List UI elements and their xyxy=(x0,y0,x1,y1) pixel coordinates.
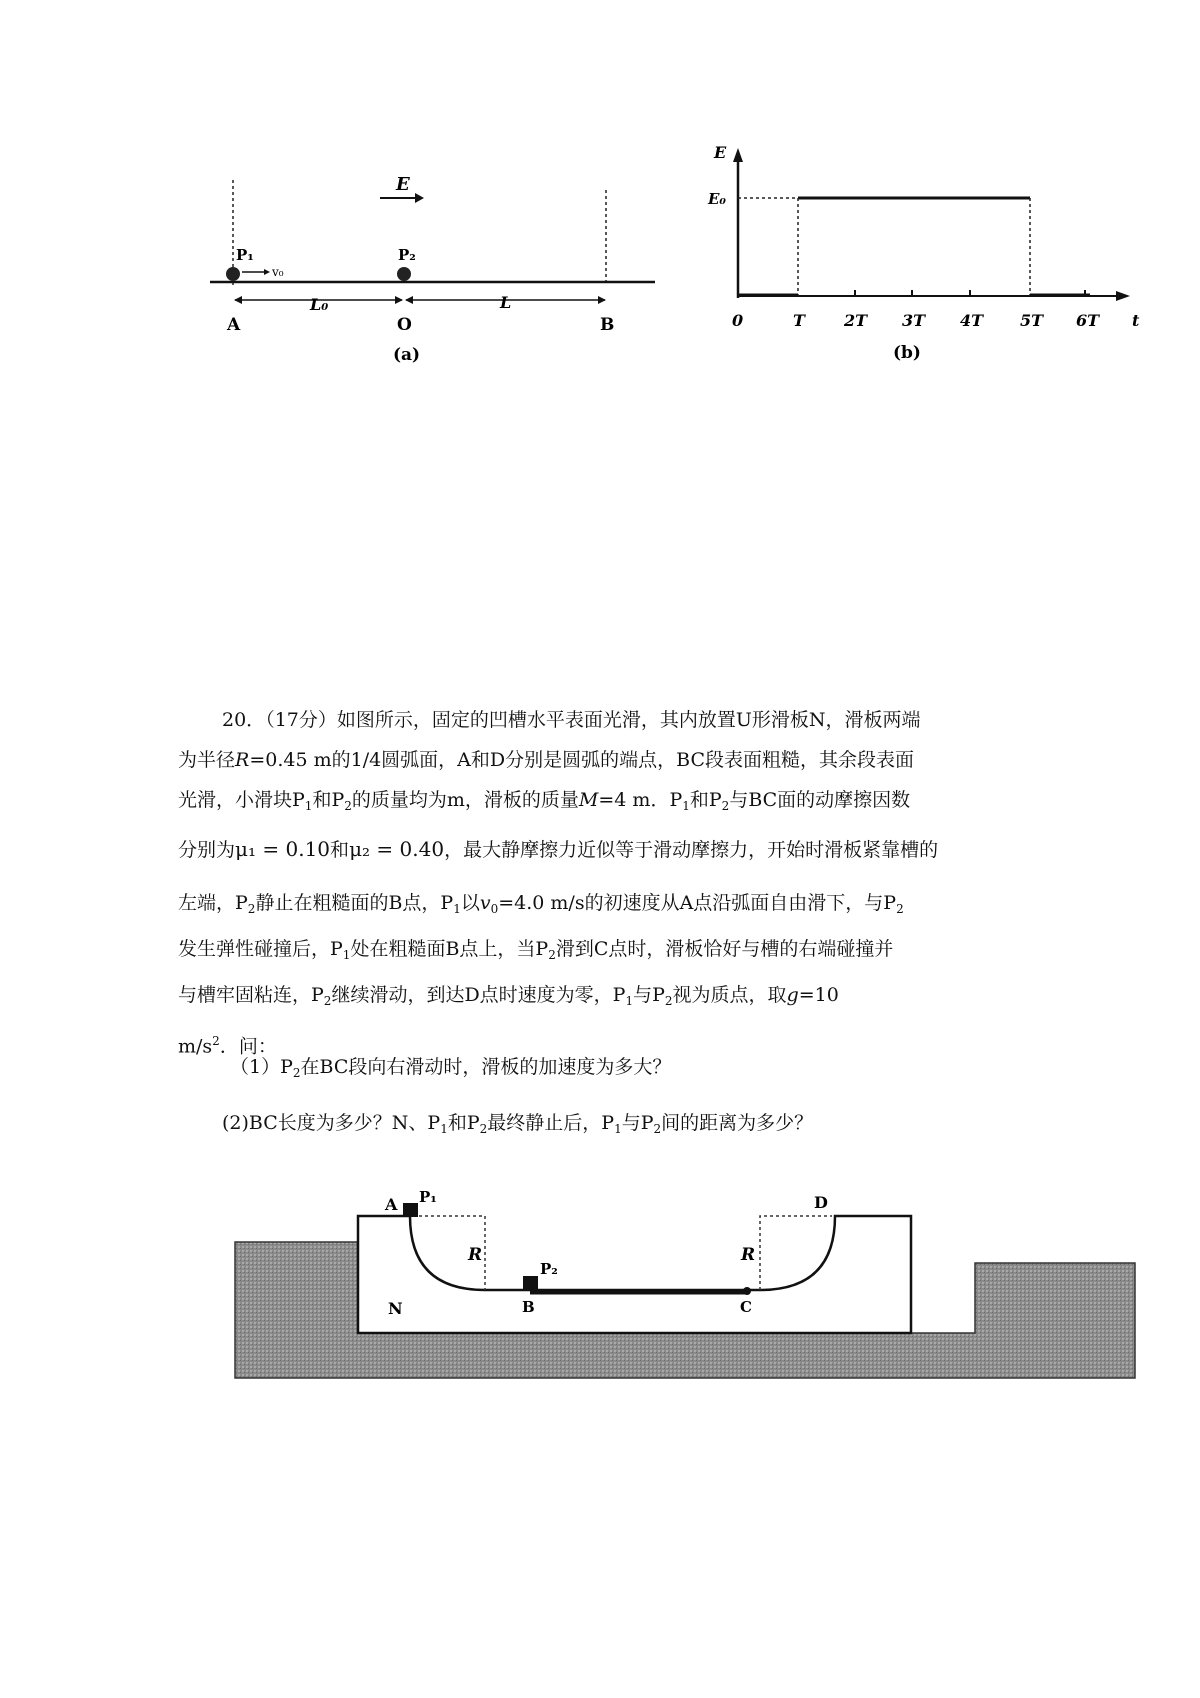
point-b-label: B xyxy=(522,1298,535,1316)
point-o-label: O xyxy=(397,315,412,335)
p2-label: P₂ xyxy=(398,246,416,264)
p1-ball xyxy=(226,267,240,281)
v0-label: v₀ xyxy=(272,265,284,279)
p1-block xyxy=(403,1203,418,1217)
point-c-label: C xyxy=(740,1298,752,1316)
dim-l-left-head xyxy=(405,296,413,304)
tick-6t: 6T xyxy=(1076,311,1100,330)
y-axis-arrow xyxy=(733,148,743,162)
p2-label: P₂ xyxy=(540,1260,558,1278)
figure-b-caption: (b) xyxy=(893,343,921,363)
p1-label: P₁ xyxy=(419,1188,437,1206)
figure-a-caption: (a) xyxy=(393,345,421,365)
tick-t: T xyxy=(793,311,805,330)
figure-a xyxy=(200,160,680,400)
p2-block xyxy=(523,1276,538,1290)
x-tick-labels xyxy=(732,311,1100,330)
e0-label: E₀ xyxy=(708,190,727,208)
problem-line-2: 为半径R=0.45 m的1/4圆弧面，A和D分别是圆弧的端点，BC段表面粗糙，其余段表面 xyxy=(178,749,914,771)
mu1-value: μ₁ = 0.10 xyxy=(235,837,331,861)
problem-line-1: 20．（17分）如图所示，固定的凹槽水平表面光滑，其内放置U形滑板N，滑板两端 xyxy=(222,709,921,731)
problem-line-7: 与槽牢固粘连，$P_2$继续滑动，到达D点时速度为零，$P_1$与$P_2$视为质点，取g=10 xyxy=(178,984,839,1008)
point-b-label: B xyxy=(600,315,615,335)
problem-line-3: 光滑，小滑块$P_1$和$P_2$的质量均为m，滑板的质量M=4 m．$P_1$和$P_2$与BC面的动摩擦因数 xyxy=(178,789,911,813)
x-axis-label: t xyxy=(1132,311,1140,330)
radius-label-right: R xyxy=(741,1245,756,1265)
problem-line-8: $m/s^2$．问： xyxy=(178,1034,277,1058)
v0-arrow-head xyxy=(264,269,270,275)
l0-label: L₀ xyxy=(310,295,329,314)
field-arrow-head xyxy=(415,193,424,203)
problem-number: 20． xyxy=(222,709,266,731)
figure-c xyxy=(230,1150,1140,1385)
problem-line-6: 发生弹性碰撞后，$P_1$处在粗糙面B点上，当$P_2$滑到C点时，滑板恰好与槽的右端碰撞并 xyxy=(178,938,894,962)
problem-points: （17分） xyxy=(265,709,337,731)
y-axis-label: E xyxy=(714,143,727,162)
dim-l-right-head xyxy=(598,296,606,304)
tick-5t: 5T xyxy=(1020,311,1044,330)
tick-3t: 3T xyxy=(902,311,926,330)
point-d-label: D xyxy=(814,1193,828,1212)
dim-l0-left-head xyxy=(234,296,242,304)
board-n-label: N xyxy=(388,1299,403,1318)
u-board-n xyxy=(358,1216,911,1333)
problem-line-5: 左端，$P_2$静止在粗糙面的B点，$P_1$以$v_0=4.0$ m/s的初速度从A点沿弧面自由滑下，与$P_2$ xyxy=(178,892,904,916)
point-a-label: A xyxy=(227,315,241,335)
field-label: E xyxy=(396,174,410,195)
p2-ball xyxy=(397,267,411,281)
radius-label-left: R xyxy=(468,1245,483,1265)
question-2: (2)BC长度为多少？N、$P_1$和$P_2$最终静止后，$P_1$与$P_2$间的距离为多少？ xyxy=(222,1112,814,1136)
tick-0: 0 xyxy=(732,311,744,330)
tick-4t: 4T xyxy=(960,311,984,330)
tick-2t: 2T xyxy=(844,311,868,330)
figure-b xyxy=(700,140,1170,400)
p1-label: P₁ xyxy=(236,246,254,264)
mu2-value: μ₂ = 0.40 xyxy=(349,837,445,861)
problem-20 xyxy=(178,700,1038,1066)
point-a-label: A xyxy=(385,1195,398,1214)
point-c-dot xyxy=(743,1287,751,1295)
problem-line-4: 分别为μ₁ = 0.10和μ₂ = 0.40，最大静摩擦力近似等于滑动摩擦力，开始时滑板紧靠槽的 xyxy=(178,837,939,861)
dim-l0-right-head xyxy=(395,296,403,304)
l-label: L xyxy=(500,293,512,312)
question-1: $(1)P_2$在BC段向右滑动时，滑板的加速度为多大？ xyxy=(230,1056,672,1080)
x-axis-arrow xyxy=(1116,291,1130,301)
